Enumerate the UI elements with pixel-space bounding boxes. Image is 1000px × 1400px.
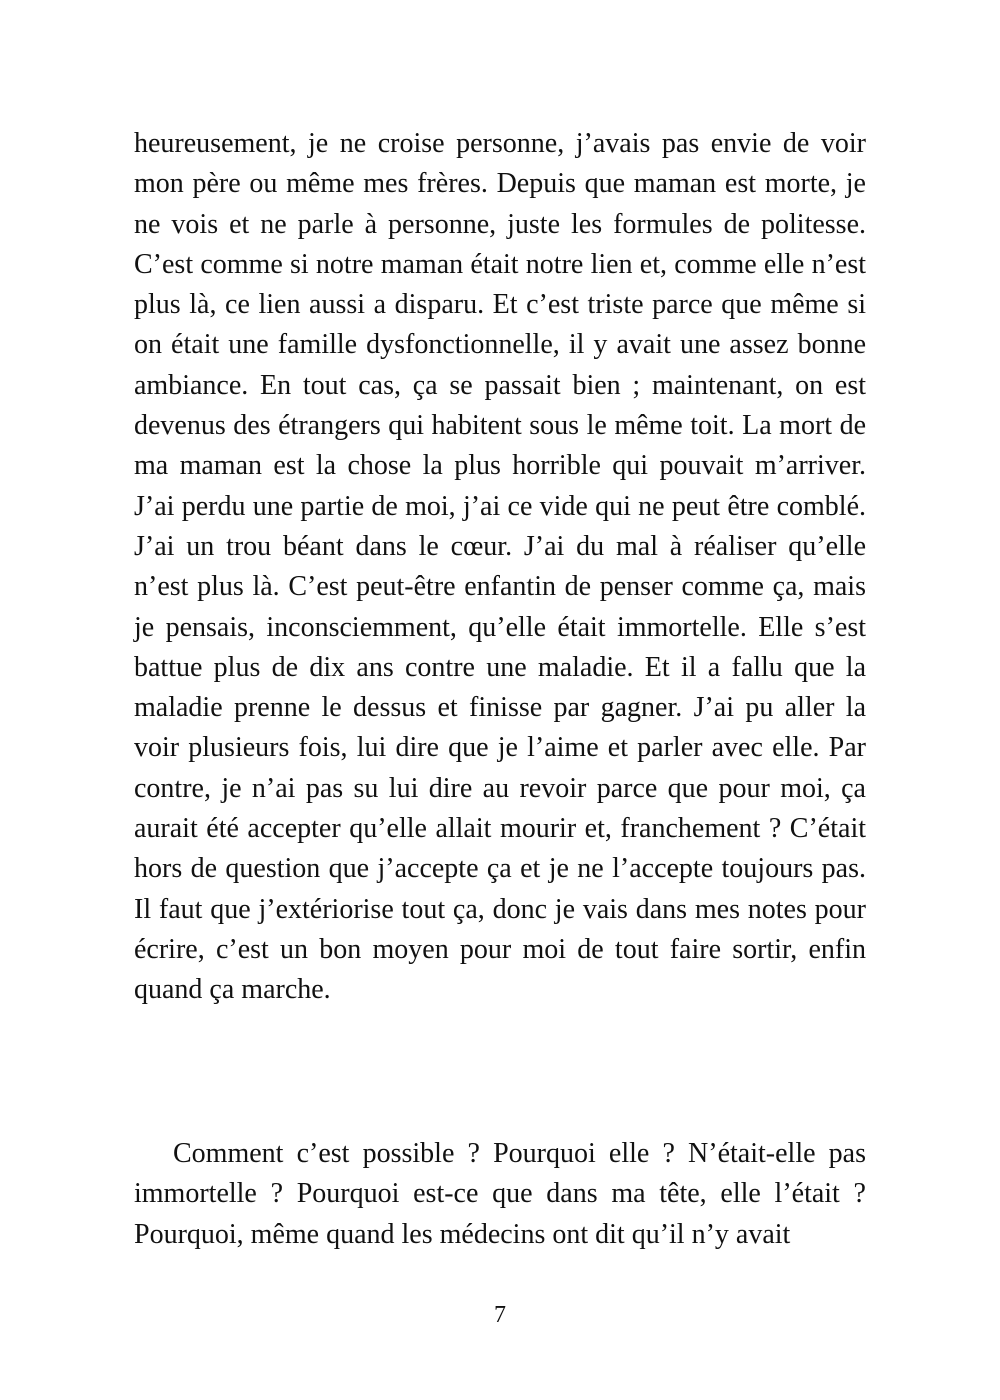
paragraph-2-text: Comment c’est possible ? Pourquoi elle ? N’était-elle pas immortelle ? Pourquoi est-ce que dans ma tête, elle l’était ? Pourquoi, même quand les médecins ont dit qu’il n’y avait: [134, 1138, 866, 1250]
paragraph-2: [134, 1134, 866, 1255]
paragraph-1-text: heureusement, je ne croise personne, j’avais pas envie de voir mon père ou même mes frères. Depuis que maman est morte, je ne vois et ne parle à personne, juste les formules de politesse. C’est comme si notre maman était notre lien et, comme elle n’est plus là, ce lien aussi a disparu. Et c’est triste parce que même si on était une famille dysfonctionnelle, il y avait une assez bonne ambiance. En tout cas, ça se passait bien ; maintenant, on est devenus des étrangers qui habitent sous le même toit. La mort de ma maman est la chose la plus horrible qui pouvait m’arriver. J’ai perdu une partie de moi, j’ai ce vide qui ne peut être comblé. J’ai un trou béant dans le cœur. J’ai du mal à réaliser qu’elle n’est plus là. C’est peut-être enfantin de penser comme ça, mais je pensais, inconsciemment, qu’elle était immortelle. Elle s’est battue plus de dix ans contre une maladie. Et il a fallu que la maladie prenne le dessus et finisse par gagner. J’ai pu aller la voir plusieurs fois, lui dire que je l’aime et parler avec elle. Par contre, je n’ai pas su lui dire au revoir parce que pour moi, ça aurait été accepter qu’elle allait mourir et, franchement ? C’était hors de question que j’accepte ça et je ne l’accepte toujours pas. Il faut que j’extériorise tout ça, donc je vais dans mes notes pour écrire, c’est un bon moyen pour moi de tout faire sortir, enfin quand ça marche.: [134, 128, 866, 1006]
page-number: 7: [494, 1302, 506, 1328]
paragraph-1: [134, 124, 866, 1011]
